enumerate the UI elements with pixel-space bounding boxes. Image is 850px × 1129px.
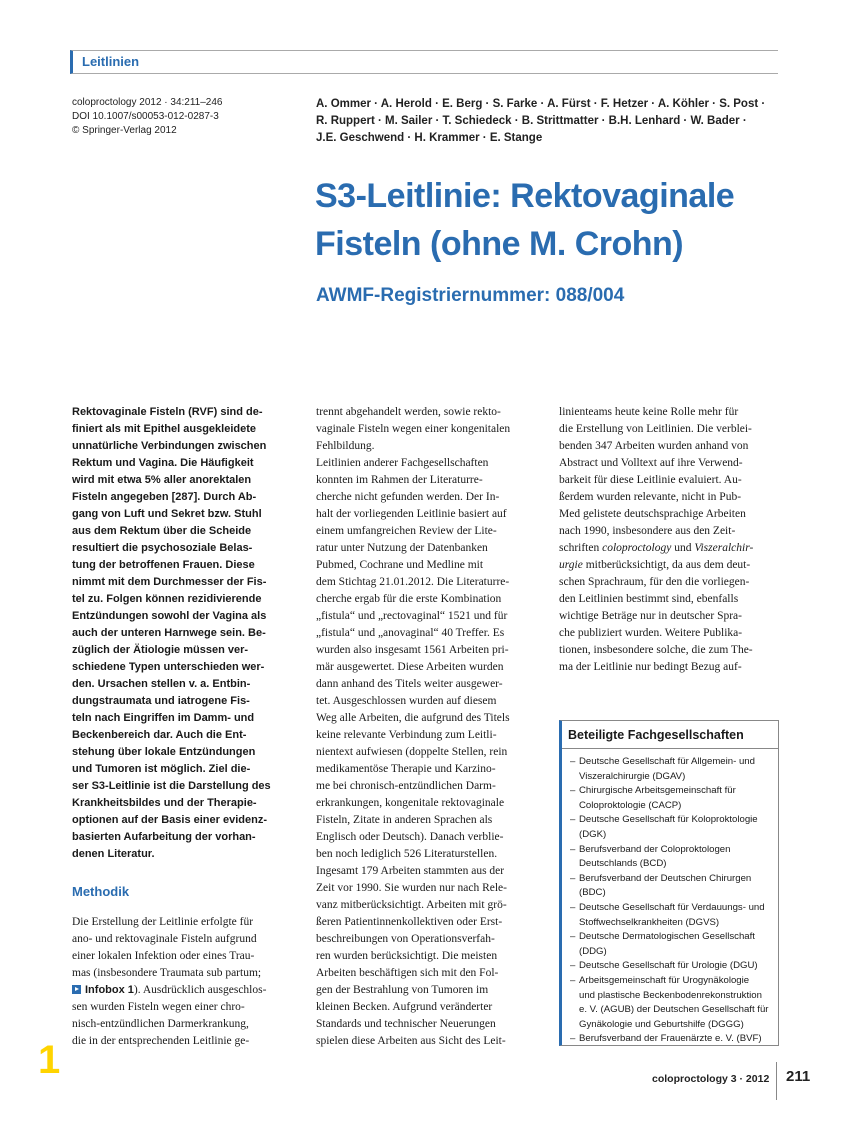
abstract-line: tung der betroffenen Frauen. Diese [72, 559, 255, 571]
body-line: den Leitlinien bestimmt sind, ebenfalls [559, 593, 739, 605]
abstract-line: Beckenbereich dar. Auch die Ent- [72, 729, 247, 741]
body-line: cherche nicht gefunden werden. Der In- [316, 491, 500, 503]
abstract-line: aus dem Rektum über die Scheide [72, 525, 252, 537]
body-line: sen wurden Fisteln wegen einer chro- [72, 1001, 245, 1013]
body-line: schen Sprachraum, für den die vorliegen- [559, 576, 750, 588]
journal-name: Viszeralchir- [694, 542, 754, 554]
society-list [562, 749, 778, 1047]
methodik-body [72, 914, 294, 1050]
society-item: – Berufsverband der Frauenärzte e. V. (BVF) [570, 1032, 776, 1047]
arrow-box-icon [72, 985, 81, 994]
abstract-line: finiert als mit Epithel ausgekleidete [72, 423, 256, 435]
corner-mark: 1 [38, 1038, 61, 1082]
body-line: vaginale Fisteln wegen einer kongenitalen [316, 423, 511, 435]
body-line: linienteams heute keine Rolle mehr für [559, 406, 739, 418]
abstract-line: dungstraumata und iatrogene Fis- [72, 695, 250, 707]
body-line: Pubmed, Cochrane und Medline mit [316, 559, 484, 571]
title-line: S3-Leitlinie: Rektovaginale [315, 177, 735, 215]
body-line: nisch-entzündlichen Darmerkrankung, [72, 1018, 249, 1030]
abstract-line: teln nach Eingriffen im Damm- und [72, 712, 255, 724]
body-line: Zeit vor 1990. Sie wurden nur nach Rele- [316, 882, 507, 894]
abstract-line: Fisteln angegeben [287]. Durch Ab- [72, 491, 257, 503]
abstract-line: den. Ursachen stellen v. a. Entbin- [72, 678, 251, 690]
journal-name: coloproctology [602, 542, 672, 554]
body-line: Med gelistete deutschsprachige Arbeiten [559, 508, 746, 520]
registry-number: AWMF-Registriernummer: 088/004 [316, 285, 625, 306]
society-item: – Arbeitsgemeinschaft für Urogynäkologie und plastische Beckenbodenrekonstruktion e. V. (AGUB) der Deutschen Gesellschaft für Gynäkologie und Geburtshilfe (DGGG) [570, 974, 776, 1032]
infobox-link[interactable]: Infobox 1 [85, 984, 134, 996]
society-item: – Berufsverband der Deutschen Chirurgen (BDC) [570, 872, 776, 901]
footer-journal: coloproctology 3 · 2012 [652, 1073, 770, 1085]
body-line: Fehlbildung. [316, 440, 375, 452]
body-line: Ingesamt 179 Arbeiten stammten aus der [316, 865, 505, 877]
body-line: Weg alle Arbeiten, die aufgrund des Titels [316, 712, 510, 724]
column-2 [316, 404, 538, 1050]
society-item: – Chirurgische Arbeitsgemeinschaft für Coloproktologie (CACP) [570, 784, 776, 813]
abstract-line: wird mit etwa 5% aller anorektalen [72, 474, 252, 486]
body-line: Fisteln, Zitate in anderen Sprachen als [316, 814, 493, 826]
abstract-line: denen Literatur. [72, 848, 155, 860]
infobox-societies [559, 720, 779, 1046]
body-line: wurden also insgesamt 1561 Arbeiten pri- [316, 644, 509, 656]
abstract-line: schiedene Typen unterschieden wer- [72, 661, 265, 673]
abstract-line: optionen auf der Basis einer evidenz- [72, 814, 267, 826]
infobox-heading: Beteiligte Fachgesellschaften [562, 721, 778, 749]
body-line: Englisch oder Deutsch). Danach verblie- [316, 831, 504, 843]
body-line: mas (insbesondere Traumata sub partum; [72, 967, 262, 979]
body-line: ratur unter Nutzung der Datenbanken [316, 542, 488, 554]
author-line: J.E. Geschwend · H. Krammer · E. Stange [316, 132, 543, 144]
body-line: „fistula“ und „rectovaginal“ 1521 und für [316, 610, 508, 622]
abstract-line: resultiert die psychosoziale Belas- [72, 542, 253, 554]
doi: DOI 10.1007/s00053-012-0287-3 [72, 111, 219, 122]
body-line: Infobox 1). Ausdrücklich ausgeschlos- [72, 982, 294, 999]
copyright: © Springer-Verlag 2012 [72, 125, 177, 136]
society-item: – Berufsverband der Coloproktologen Deutschlands (BCD) [570, 843, 776, 872]
abstract-line: gang von Luft und Sekret bzw. Stuhl [72, 508, 262, 520]
society-item: – Deutsche Gesellschaft für Urologie (DGU) [570, 959, 776, 974]
body-line: die in der entsprechenden Leitlinie ge- [72, 1035, 250, 1047]
article-title [315, 172, 795, 268]
body-line: Abstract und Volltext auf ihre Verwend- [559, 457, 743, 469]
society-item: – Deutsche Gesellschaft für Allgemein- und Viszeralchirurgie (DGAV) [570, 755, 776, 784]
author-list [316, 96, 786, 147]
body-line: beschreibungen von Operationsverfah- [316, 933, 495, 945]
body-line: benden 347 Arbeiten wurden anhand von [559, 440, 749, 452]
body-line: che publiziert wurden. Weitere Publika- [559, 627, 743, 639]
abstract [72, 404, 294, 863]
abstract-line: Entzündungen sowohl der Vagina als [72, 610, 267, 622]
body-line: nach 1990, insbesondere aus den Zeit- [559, 525, 736, 537]
body-line: kleinen Becken. Aufgrund veränderter [316, 1001, 493, 1013]
body-line: konnten im Rahmen der Literaturre- [316, 474, 483, 486]
body-line: „fistula“ und „anovaginal“ 40 Treffer. Es [316, 627, 505, 639]
body-line: wichtige Beträge nur in deutscher Spra- [559, 610, 742, 622]
body-line: ma der Leitlinie nur bedingt Bezug auf- [559, 661, 742, 673]
body-line: erkrankungen, kongenitale rektovaginale [316, 797, 505, 809]
body-line: halt der vorliegenden Leitlinie basiert auf [316, 508, 507, 520]
body-line: keine relevante Verbindung zum Leitli- [316, 729, 497, 741]
body-line: ren wurden berücksichtigt. Die meisten [316, 950, 498, 962]
abstract-line: Krankheitsbildes und der Therapie- [72, 797, 257, 809]
column-3 [559, 404, 781, 676]
body-line: urgie mitberücksichtigt, da aus dem deut- [559, 559, 751, 571]
body-line: spielen diese Arbeiten aus Sicht des Leit- [316, 1035, 506, 1047]
body-line: Leitlinien anderer Fachgesellschaften [316, 457, 489, 469]
body-line: tionen, insbesondere solche, die zum The- [559, 644, 753, 656]
body-line: Die Erstellung der Leitlinie erfolgte für [72, 916, 254, 928]
section-tag: Leitlinien [70, 50, 778, 74]
body-line: ßerdem wurden relevante, nicht in Pub- [559, 491, 742, 503]
body-line: nientext aufwiesen (doppelte Stellen, rein [316, 746, 508, 758]
body-line: schriften coloproctology und Viszeralchir- [559, 542, 754, 554]
body-line: einem umfangreichen Review der Lite- [316, 525, 497, 537]
abstract-line: tel zu. Folgen können rezidivierende [72, 593, 262, 605]
body-line: cherche ergab für die erste Kombination [316, 593, 502, 605]
body-line: Standards und technischer Neuerungen [316, 1018, 496, 1030]
abstract-line: und Tumoren ist möglich. Ziel die- [72, 763, 251, 775]
section-heading-methodik: Methodik [72, 884, 130, 899]
article-meta [72, 96, 302, 138]
society-item: – Deutsche Gesellschaft für Verdauungs- und Stoffwechselkrankheiten (DGVS) [570, 901, 776, 930]
society-item: – Deutsche Dermatologischen Gesellschaft (DDG) [570, 930, 776, 959]
body-line: ben noch lediglich 526 Literaturstellen. [316, 848, 498, 860]
body-line: dem Stichtag 21.01.2012. Die Literaturre- [316, 576, 510, 588]
body-line: trennt abgehandelt werden, sowie rekto- [316, 406, 501, 418]
body-line: die Erstellung von Leitlinien. Die verblei- [559, 423, 752, 435]
abstract-line: Rektovaginale Fisteln (RVF) sind de- [72, 406, 263, 418]
body-line: barkeit für diese Leitlinie evaluiert. Au- [559, 474, 742, 486]
body-line: gen der Bestrahlung von Tumoren im [316, 984, 489, 996]
abstract-line: stehung über lokale Entzündungen [72, 746, 256, 758]
citation: coloproctology 2012 · 34:211–246 [72, 97, 223, 108]
abstract-line: ser S3-Leitlinie ist die Darstellung des [72, 780, 271, 792]
abstract-line: nimmt mit dem Durchmesser der Fis- [72, 576, 267, 588]
body-line: ßeren Patientinnenkollektiven oder Erst- [316, 916, 503, 928]
abstract-line: züglich der Ätiologie müssen ver- [72, 644, 249, 656]
body-line: tet. Ausgeschlossen wurden auf diesem [316, 695, 497, 707]
journal-name: urgie [559, 559, 583, 571]
body-line: dann anhand des Titels weiter ausgewer- [316, 678, 503, 690]
society-item: – Deutsche Gesellschaft für Koloproktologie (DGK) [570, 813, 776, 842]
body-line: mär ausgewertet. Diese Arbeiten wurden [316, 661, 504, 673]
body-line: ano- und rektovaginale Fisteln aufgrund [72, 933, 257, 945]
column-1 [72, 404, 294, 1050]
footer-divider [776, 1062, 777, 1100]
body-line: medikamentöse Therapie und Karzino- [316, 763, 496, 775]
title-line: Fisteln (ohne M. Crohn) [315, 225, 684, 263]
author-line: R. Ruppert · M. Sailer · T. Schiedeck · B. Strittmatter · B.H. Lenhard · W. Bader · [316, 115, 747, 127]
body-line: einer lokalen Infektion oder eines Trau- [72, 950, 255, 962]
body-line: me bei chronisch-entzündlichen Darm- [316, 780, 496, 792]
body-line: vanz mitberücksichtigt. Arbeiten mit grö- [316, 899, 507, 911]
abstract-line: Rektum und Vagina. Die Häufigkeit [72, 457, 254, 469]
abstract-line: auch der unteren Harnwege sein. Be- [72, 627, 266, 639]
abstract-line: basierten Aufarbeitung der vorhan- [72, 831, 256, 843]
body-line: Arbeiten beschäftigen sich mit den Fol- [316, 967, 499, 979]
page-number: 211 [786, 1068, 811, 1085]
author-line: A. Ommer · A. Herold · E. Berg · S. Farke · A. Fürst · F. Hetzer · A. Köhler · S. Post · [316, 98, 766, 110]
abstract-line: unnatürliche Verbindungen zwischen [72, 440, 267, 452]
